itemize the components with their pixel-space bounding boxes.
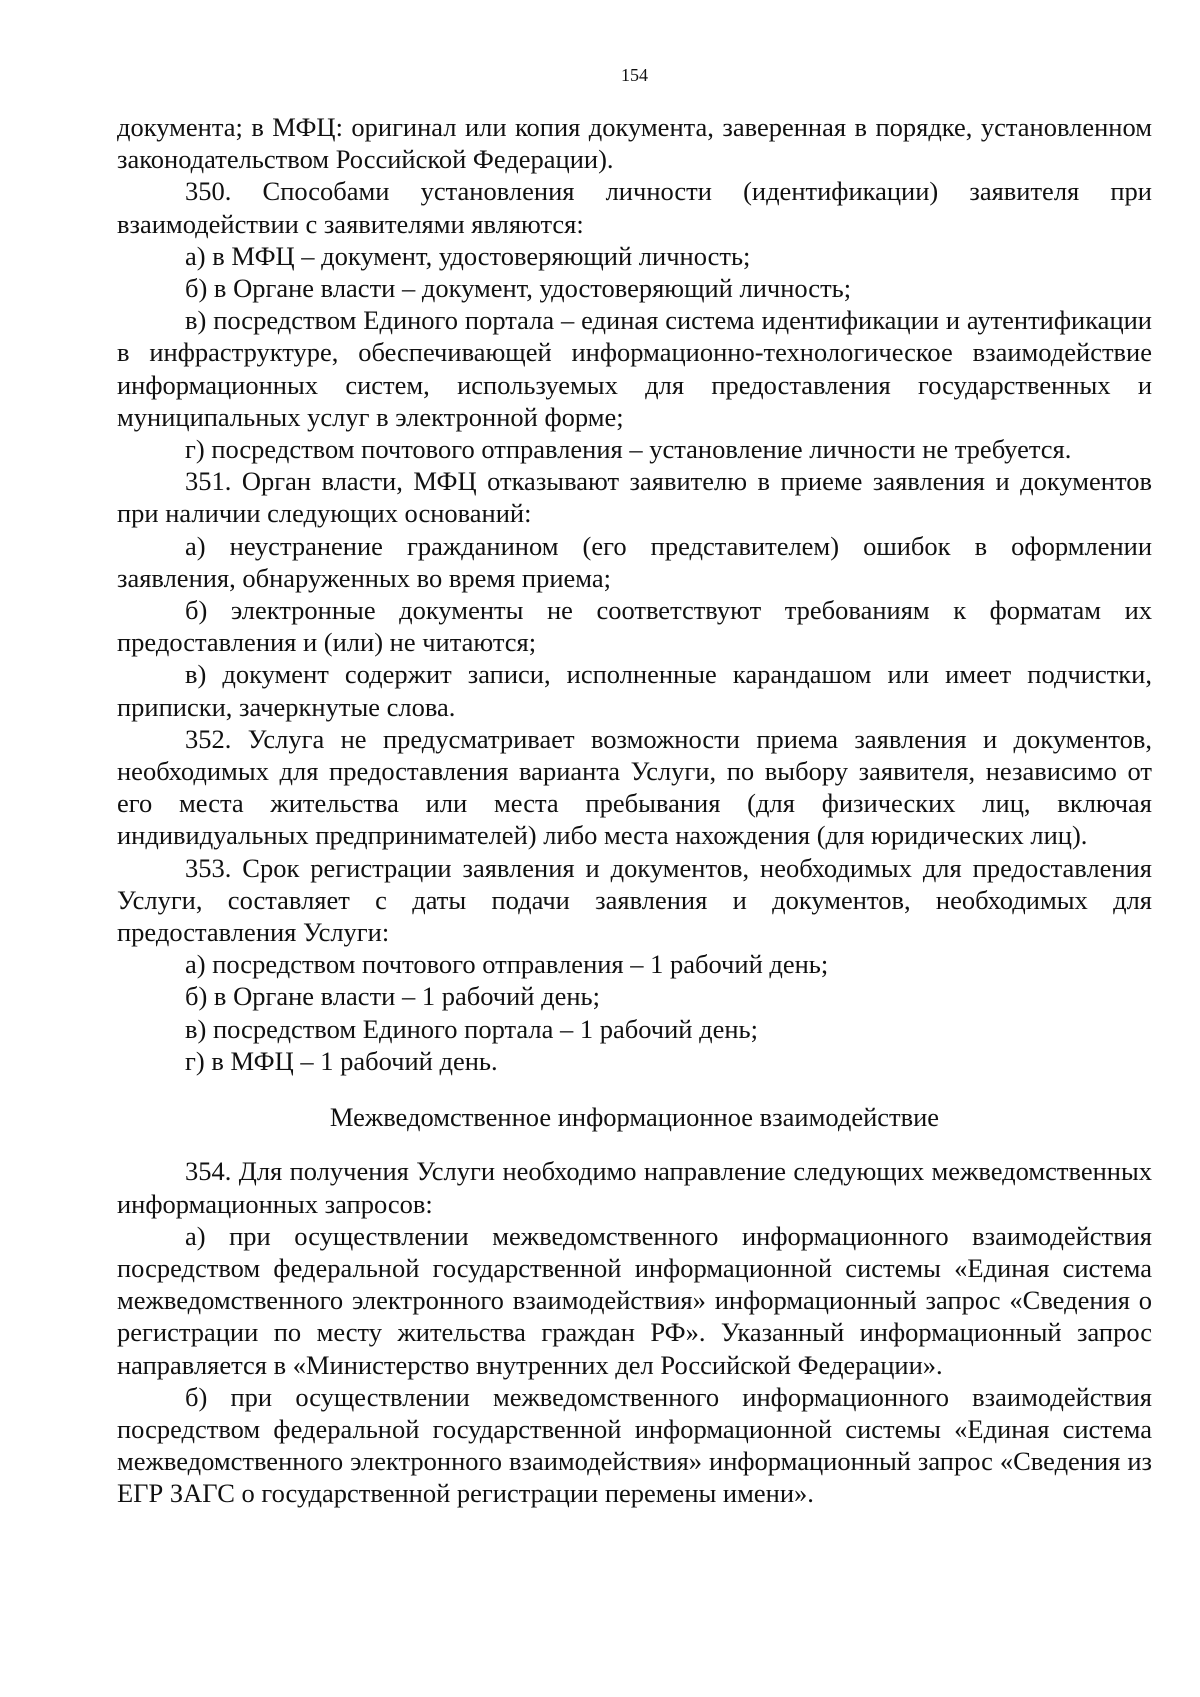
paragraph-350: 350. Способами установления личности (идентификации) заявителя при взаимодействии с заявителями являются:: [117, 176, 1152, 239]
paragraph-353-b: б) в Органе власти – 1 рабочий день;: [185, 981, 600, 1012]
paragraph-353-v: в) посредством Единого портала – 1 рабочий день;: [185, 1013, 758, 1044]
paragraph-352: 352. Услуга не предусматривает возможности приема заявления и документов, необходимых для предоставления варианта Услуги, по выбору заявителя, независимо от его места жительства или места пребывания (для физических лиц, включая индивидуальных предпринимателей) либо места нахождения (для юридических лиц).: [117, 723, 1152, 851]
section-heading: Межведомственное информационное взаимодействие: [329, 1102, 940, 1133]
paragraph-354-a: а) при осуществлении межведомственного информационного взаимодействия посредством федеральной государственной информационной системы «Единая система межведомственного электронного взаимодействия» информационный запрос «Сведения о регистрации по месту жительства граждан РФ». Указанный информационный запрос направляется в «Министерство внутренних дел Российской Федерации».: [117, 1220, 1152, 1380]
paragraph-351-v: в) документ содержит записи, исполненные карандашом или имеет подчистки, приписки, зачеркнутые слова.: [117, 659, 1152, 722]
paragraph-350-a: а) в МФЦ – документ, удостоверяющий личность;: [185, 240, 751, 271]
paragraph-350-g: г) посредством почтового отправления – установление личности не требуется.: [185, 434, 1072, 465]
paragraph-350-b: б) в Органе власти – документ, удостоверяющий личность;: [185, 273, 852, 304]
paragraph-353-g: г) в МФЦ – 1 рабочий день.: [185, 1045, 498, 1076]
paragraph-351-a: а) неустранение гражданином (его представителем) ошибок в оформлении заявления, обнаруженных во время приема;: [117, 530, 1152, 593]
paragraph-351: 351. Орган власти, МФЦ отказывают заявителю в приеме заявления и документов при наличии следующих оснований:: [117, 466, 1152, 529]
page-number: 154: [621, 65, 648, 85]
paragraph-350-v: в) посредством Единого портала – единая система идентификации и аутентификации в инфраструктуре, обеспечивающей информационно-технологическое взаимодействие информационных систем, используемых для предоставления государственных и муниципальных услуг в электронной форме;: [117, 305, 1152, 432]
paragraph-continuation: документа; в МФЦ: оригинал или копия документа, заверенная в порядке, установленном законодательством Российской Федерации).: [117, 112, 1152, 175]
paragraph-354-b: б) при осуществлении межведомственного информационного взаимодействия посредством федеральной государственной информационной системы «Единая система межведомственного электронного взаимодействия» информационный запрос «Сведения из ЕГР ЗАГС о государственной регистрации перемены имени».: [117, 1381, 1152, 1509]
paragraph-354: 354. Для получения Услуги необходимо направление следующих межведомственных информационных запросов:: [117, 1156, 1152, 1219]
paragraph-353-a: а) посредством почтового отправления – 1 рабочий день;: [185, 949, 829, 980]
paragraph-353: 353. Срок регистрации заявления и документов, необходимых для предоставления Услуги, составляет с даты подачи заявления и документов, необходимых для предоставления Услуги:: [117, 852, 1152, 948]
paragraph-351-b: б) электронные документы не соответствуют требованиям к форматам их предоставления и (или) не читаются;: [117, 595, 1152, 658]
